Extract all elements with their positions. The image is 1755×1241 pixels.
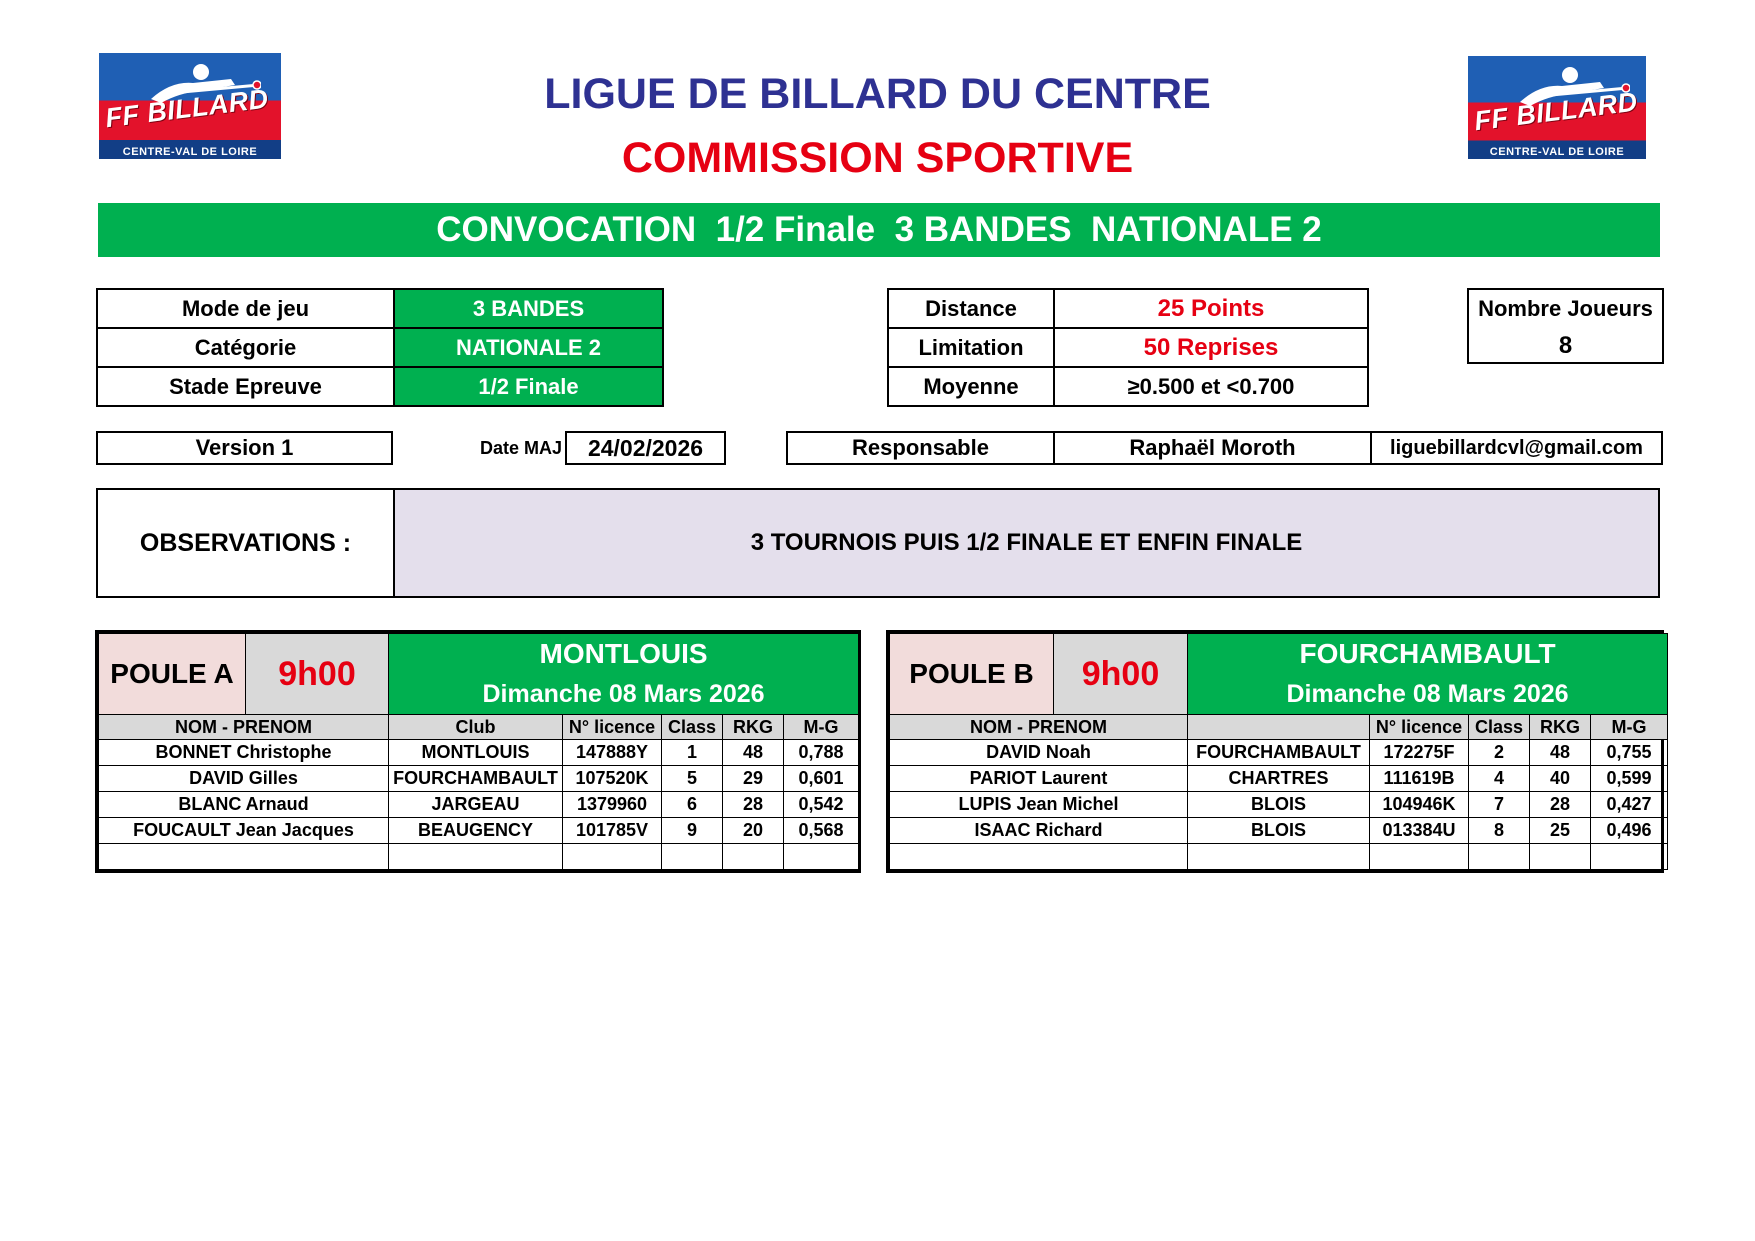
table-row [890, 792, 1668, 818]
limit-label: Limitation [888, 328, 1054, 367]
player-rkg: 20 [723, 818, 784, 844]
category-label: Catégorie [97, 328, 394, 367]
table-row-empty [890, 844, 1668, 870]
player-mg: 0,755 [1591, 740, 1668, 766]
poule-a-time: 9h00 [246, 634, 389, 715]
distance-value: 25 Points [1054, 289, 1368, 328]
player-name: PARIOT Laurent [890, 766, 1188, 792]
player-club: FOURCHAMBAULT [389, 766, 563, 792]
poule-b-venue [1188, 634, 1668, 715]
player-licence: 172275F [1370, 740, 1469, 766]
player-club [389, 844, 563, 870]
player-mg [1591, 844, 1668, 870]
player-name: FOUCAULT Jean Jacques [99, 818, 389, 844]
date-label: Date MAJ [479, 438, 562, 458]
table-row-empty [99, 844, 859, 870]
poule-a-venue-name: MONTLOUIS [539, 638, 708, 669]
poule-b-venue-name: FOURCHAMBAULT [1299, 638, 1556, 669]
player-licence [1370, 844, 1469, 870]
player-name [99, 844, 389, 870]
responsible-name: Raphaël Moroth [1054, 432, 1371, 464]
mode-label: Mode de jeu [97, 289, 394, 328]
rules-table [887, 288, 1369, 407]
col-rkg: RKG [1530, 715, 1591, 740]
date-value: 24/02/2026 [565, 431, 726, 465]
page-title: LIGUE DE BILLARD DU CENTRE [544, 70, 1211, 118]
player-class: 9 [662, 818, 723, 844]
poule-a-column-headers [99, 715, 859, 740]
player-name: DAVID Gilles [99, 766, 389, 792]
table-row [890, 766, 1668, 792]
poule-a-name: POULE A [99, 634, 246, 715]
player-club [1188, 844, 1370, 870]
game-info-table [96, 288, 664, 407]
player-mg [784, 844, 859, 870]
col-mg: M-G [784, 715, 859, 740]
player-class: 4 [1469, 766, 1530, 792]
logo-region-text: CENTRE-VAL DE LOIRE [1489, 146, 1625, 158]
player-licence: 101785V [563, 818, 662, 844]
table-row [99, 766, 859, 792]
player-club: MONTLOUIS [389, 740, 563, 766]
player-rkg: 40 [1530, 766, 1591, 792]
poule-b-name: POULE B [890, 634, 1054, 715]
player-rkg [1530, 844, 1591, 870]
player-club: BLOIS [1188, 792, 1370, 818]
poule-a-card [95, 630, 861, 873]
player-mg: 0,496 [1591, 818, 1668, 844]
poule-a-date: Dimanche 08 Mars 2026 [482, 680, 765, 708]
observations-label: OBSERVATIONS : [98, 490, 395, 596]
table-row [890, 818, 1668, 844]
col-club: Club [389, 715, 563, 740]
player-name [890, 844, 1188, 870]
col-licence: N° licence [563, 715, 662, 740]
stage-label: Stade Epreuve [97, 367, 394, 406]
player-rkg [723, 844, 784, 870]
player-rkg: 28 [723, 792, 784, 818]
player-class: 2 [1469, 740, 1530, 766]
player-club: BEAUGENCY [389, 818, 563, 844]
player-class: 1 [662, 740, 723, 766]
poule-b-column-headers [890, 715, 1668, 740]
convocation-banner: CONVOCATION 1/2 Finale 3 BANDES NATIONALE 2 [98, 203, 1660, 257]
player-class [1469, 844, 1530, 870]
table-row [99, 740, 859, 766]
player-mg: 0,568 [784, 818, 859, 844]
player-name: ISAAC Richard [890, 818, 1188, 844]
player-rkg: 29 [723, 766, 784, 792]
player-class: 5 [662, 766, 723, 792]
table-row [99, 792, 859, 818]
average-value: ≥0.500 et <0.700 [1054, 367, 1368, 406]
limit-value: 50 Reprises [1054, 328, 1368, 367]
observations-box [96, 488, 1660, 598]
player-licence: 107520K [563, 766, 662, 792]
col-class: Class [662, 715, 723, 740]
player-name: DAVID Noah [890, 740, 1188, 766]
player-class [662, 844, 723, 870]
category-value: NATIONALE 2 [394, 328, 663, 367]
col-name: NOM - PRENOM [890, 715, 1188, 740]
logo-region-text: CENTRE-VAL DE LOIRE [122, 146, 258, 158]
player-class: 8 [1469, 818, 1530, 844]
player-rkg: 28 [1530, 792, 1591, 818]
player-rkg: 48 [723, 740, 784, 766]
player-mg: 0,788 [784, 740, 859, 766]
col-mg: M-G [1591, 715, 1668, 740]
player-class: 6 [662, 792, 723, 818]
poule-b-card [886, 630, 1664, 873]
poule-b-table [889, 633, 1668, 870]
poule-a-table [98, 633, 859, 870]
player-club: BLOIS [1188, 818, 1370, 844]
stage-value: 1/2 Finale [394, 367, 663, 406]
players-count-label: Nombre Joueurs [1478, 296, 1653, 321]
responsible-table [786, 431, 1663, 465]
player-licence [563, 844, 662, 870]
player-licence: 147888Y [563, 740, 662, 766]
player-mg: 0,599 [1591, 766, 1668, 792]
player-name: BONNET Christophe [99, 740, 389, 766]
player-mg: 0,542 [784, 792, 859, 818]
logo-brand-text: FF BILLARD [103, 83, 271, 134]
player-mg: 0,427 [1591, 792, 1668, 818]
player-licence: 104946K [1370, 792, 1469, 818]
page-subtitle: COMMISSION SPORTIVE [621, 134, 1134, 182]
col-name: NOM - PRENOM [99, 715, 389, 740]
player-club: FOURCHAMBAULT [1188, 740, 1370, 766]
player-rkg: 25 [1530, 818, 1591, 844]
poule-b-date: Dimanche 08 Mars 2026 [1286, 680, 1569, 708]
observations-text: 3 TOURNOIS PUIS 1/2 FINALE ET ENFIN FINALE [395, 490, 1658, 596]
col-rkg: RKG [723, 715, 784, 740]
col-licence: N° licence [1370, 715, 1469, 740]
player-rkg: 48 [1530, 740, 1591, 766]
player-class: 7 [1469, 792, 1530, 818]
poule-b-time: 9h00 [1054, 634, 1188, 715]
player-licence: 111619B [1370, 766, 1469, 792]
logo-brand-text: FF BILLARD [1472, 86, 1640, 137]
player-licence: 013384U [1370, 818, 1469, 844]
player-name: BLANC Arnaud [99, 792, 389, 818]
average-label: Moyenne [888, 367, 1054, 406]
player-name: LUPIS Jean Michel [890, 792, 1188, 818]
responsible-label: Responsable [787, 432, 1054, 464]
player-mg: 0,601 [784, 766, 859, 792]
col-club [1188, 715, 1370, 740]
poule-a-venue [389, 634, 859, 715]
player-club: CHARTRES [1188, 766, 1370, 792]
table-row [99, 818, 859, 844]
responsible-email: liguebillardcvl@gmail.com [1371, 432, 1662, 464]
col-class: Class [1469, 715, 1530, 740]
players-count-box [1467, 288, 1664, 364]
player-club: JARGEAU [389, 792, 563, 818]
table-row [890, 740, 1668, 766]
player-licence: 1379960 [563, 792, 662, 818]
mode-value: 3 BANDES [394, 289, 663, 328]
distance-label: Distance [888, 289, 1054, 328]
version-box: Version 1 [96, 431, 393, 465]
players-count-value: 8 [1558, 332, 1573, 359]
